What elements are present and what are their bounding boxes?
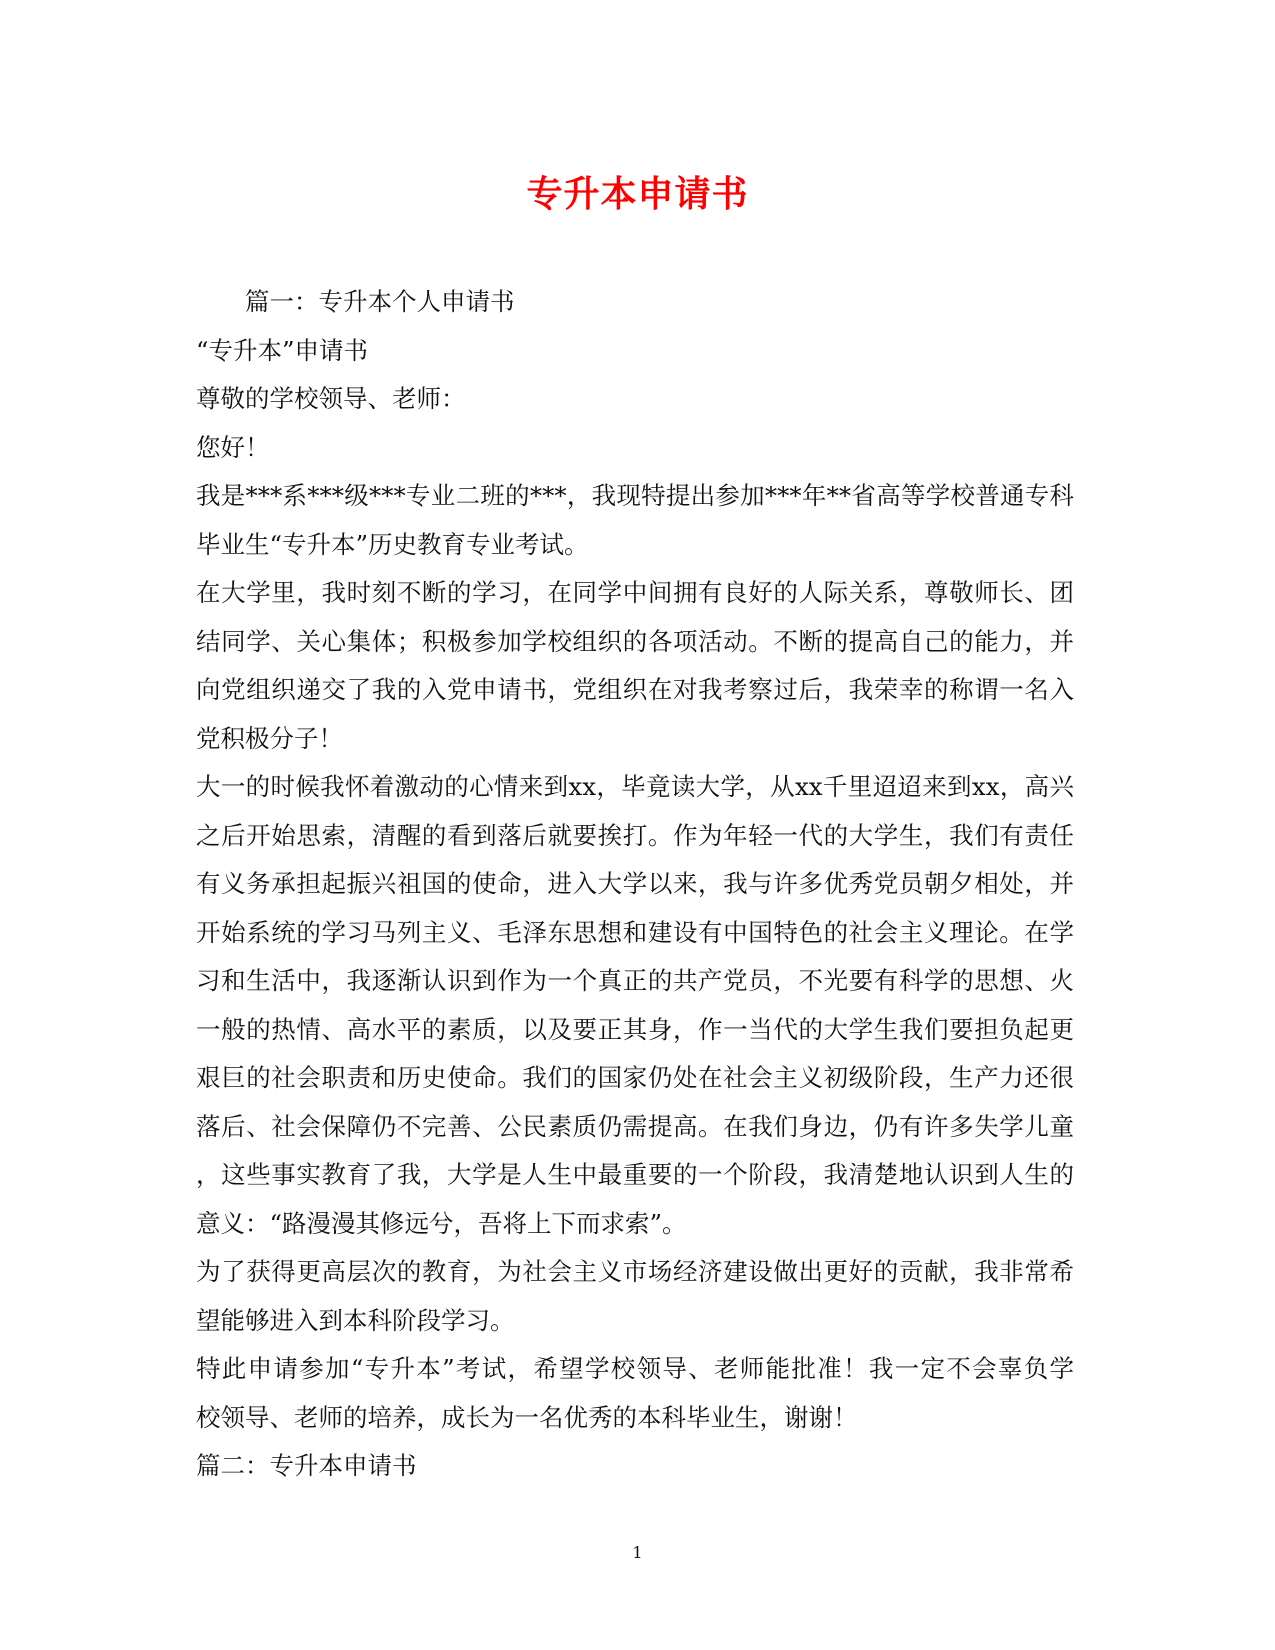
body-line: 大一的时候我怀着激动的心情来到xx，毕竟读大学，从xx千里迢迢来到xx，高兴 (196, 772, 1074, 801)
body-line: 为了获得更高层次的教育，为社会主义市场经济建设做出更好的贡献，我非常希 (196, 1257, 1074, 1286)
letter-title: “专升本”申请书 (196, 335, 369, 365)
body-line: 特此申请参加“专升本”考试，希望学校领导、老师能批准！我一定不会辜负学 (196, 1354, 1074, 1383)
body-line: 结同学、关心集体；积极参加学校组织的各项活动。不断的提高自己的能力，并 (196, 626, 1074, 656)
page-number: 1 (632, 1543, 643, 1562)
greeting: 您好！ (196, 432, 270, 462)
document-title: 专升本申请书 (526, 173, 749, 215)
body-line: 落后、社会保障仍不完善、公民素质仍需提高。在我们身边，仍有许多失学儿童 (196, 1111, 1074, 1141)
salutation: 尊敬的学校领导、老师： (196, 384, 466, 413)
body-line: 向党组织递交了我的入党申请书，党组织在对我考察过后，我荣幸的称谓一名入 (196, 675, 1074, 704)
section-heading-1: 篇一：专升本个人申请书 (245, 287, 515, 316)
body-line: 校领导、老师的培养，成长为一名优秀的本科毕业生，谢谢！ (196, 1402, 858, 1432)
body-line: 在大学里，我时刻不断的学习，在同学中间拥有良好的人际关系，尊敬师长、团 (196, 578, 1074, 607)
body-line: ，这些事实教育了我，大学是人生中最重要的一个阶段，我清楚地认识到人生的 (196, 1160, 1074, 1189)
body-line: 习和生活中，我逐渐认识到作为一个真正的共产党员，不光要有科学的思想、火 (196, 966, 1074, 995)
body-line: 意义：“路漫漫其修远兮，吾将上下而求索”。 (196, 1208, 687, 1238)
body-line: 一般的热情、高水平的素质，以及要正其身，作一当代的大学生我们要担负起更 (196, 1014, 1074, 1044)
body-line: 我是***系***级***专业二班的***，我现特提出参加***年**省高等学校普通专科 (196, 481, 1074, 510)
body-line: 开始系统的学习马列主义、毛泽东思想和建设有中国特色的社会主义理论。在学 (196, 917, 1074, 947)
body-line: 艰巨的社会职责和历史使命。我们的国家仍处在社会主义初级阶段，生产力还很 (196, 1063, 1074, 1092)
body-line: 望能够进入到本科阶段学习。 (196, 1305, 515, 1335)
body-line: 之后开始思索，清醒的看到落后就要挨打。作为年轻一代的大学生，我们有责任 (196, 820, 1074, 850)
body-line: 党积极分子！ (196, 723, 343, 753)
section-heading-2: 篇二：专升本申请书 (196, 1451, 417, 1480)
document-body (196, 278, 1074, 1491)
body-line: 有义务承担起振兴祖国的使命，进入大学以来，我与许多优秀党员朝夕相处，并 (196, 869, 1074, 898)
body-line: 毕业生“专升本”历史教育专业考试。 (196, 529, 589, 559)
